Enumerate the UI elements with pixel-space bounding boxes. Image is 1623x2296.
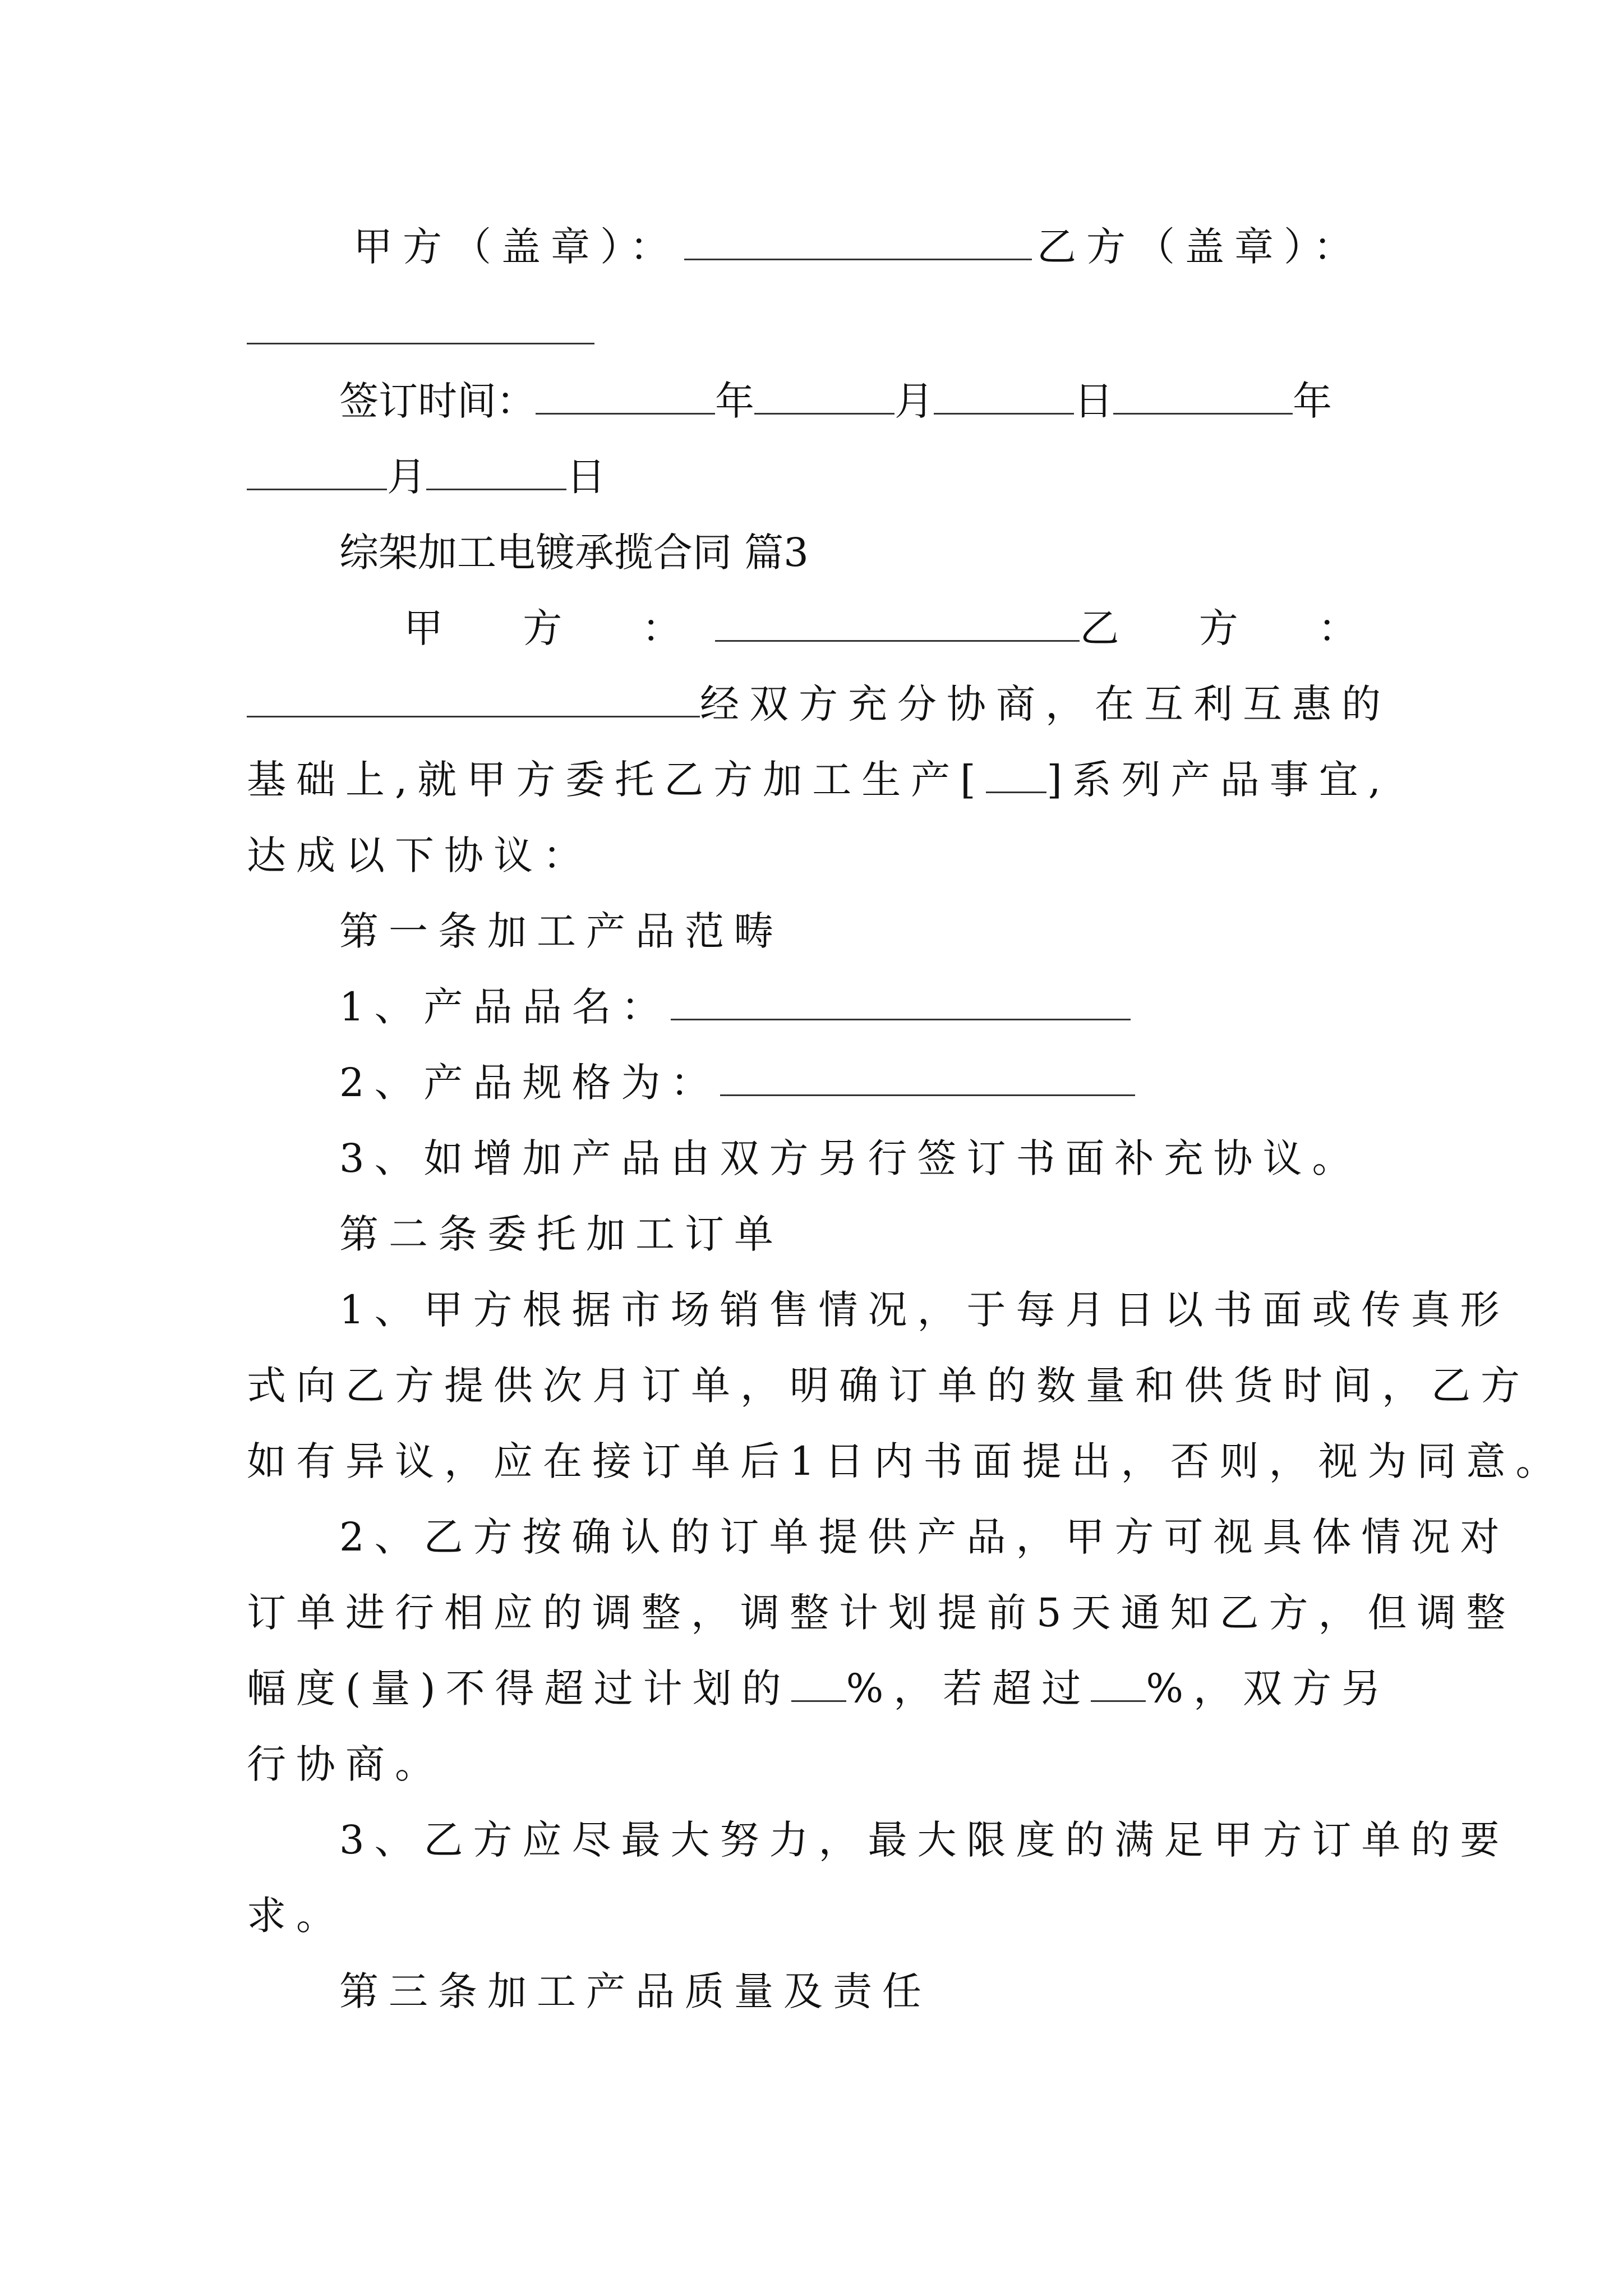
date-year-blank-2 bbox=[1113, 378, 1293, 415]
article-2-p3-line-2: 求。 bbox=[247, 1893, 345, 1939]
date-year-blank bbox=[536, 378, 715, 415]
article-2-title: 第二条委托加工订单 bbox=[339, 1211, 783, 1257]
date-month-blank-2 bbox=[247, 454, 387, 490]
article-2-p1-line-1: 1、甲方根据市场销售情况，于每月日以书面或传真形 bbox=[339, 1287, 1510, 1333]
date-month-2: 月 bbox=[387, 454, 426, 500]
intro-line-3: 达成以下协议： bbox=[247, 832, 592, 878]
product-series-blank bbox=[986, 757, 1047, 793]
party-a-blank bbox=[715, 605, 1080, 642]
party-a-label: 甲 方 ： bbox=[404, 605, 715, 651]
party-a-seal-label: 甲方（盖章）： bbox=[353, 224, 679, 270]
party-b-blank bbox=[247, 681, 700, 717]
article-2-p2-line-1: 2、乙方按确认的订单提供产品，甲方可视具体情况对 bbox=[339, 1514, 1510, 1560]
article-1-title: 第一条加工产品范畴 bbox=[339, 908, 783, 954]
product-spec-label: 2、产品规格为： bbox=[339, 1060, 720, 1106]
product-name-blank bbox=[671, 984, 1131, 1020]
article-2-p3-line-1: 3、乙方应尽最大努力，最大限度的满足甲方订单的要 bbox=[339, 1817, 1510, 1863]
party-b-label: 乙 方 ： bbox=[1080, 605, 1391, 651]
party-b-seal-label: 乙方（盖章）： bbox=[1037, 224, 1363, 270]
party-a-seal-blank bbox=[684, 224, 1032, 260]
article-1-item-3: 3、如增加产品由双方另行签订书面补充协议。 bbox=[339, 1135, 1362, 1181]
product-name-label: 1、产品品名： bbox=[339, 984, 671, 1030]
date-label: 签订时间： bbox=[339, 378, 536, 424]
intro-text-2b: ]系列产品事宜, bbox=[1046, 757, 1391, 803]
date-day-blank-2 bbox=[426, 454, 566, 490]
exceed-text: %，若超过 bbox=[846, 1665, 1091, 1711]
article-2-p1-line-3: 如有异议，应在接订单后1日内书面提出，否则，视为同意。 bbox=[247, 1438, 1565, 1484]
intro-text-2a: 基础上,就甲方委托乙方加工生产[ bbox=[247, 757, 986, 803]
article-1-item-1 bbox=[339, 979, 1394, 1035]
article-2-p2-line-2: 订单进行相应的调整，调整计划提前5天通知乙方，但调整 bbox=[247, 1590, 1516, 1636]
negotiate-text: %，双方另 bbox=[1146, 1665, 1391, 1711]
adjust-limit-blank bbox=[791, 1665, 846, 1702]
date-year-2: 年 bbox=[1293, 378, 1332, 424]
intro-text-1: 经双方充分协商，在互利互惠的 bbox=[700, 681, 1391, 727]
article-2-p1-line-2: 式向乙方提供次月订单，明确订单的数量和供货时间，乙方 bbox=[247, 1363, 1530, 1409]
product-spec-blank bbox=[720, 1060, 1135, 1096]
article-2-p2-line-3 bbox=[247, 1660, 1391, 1717]
party-b-seal-blank bbox=[247, 308, 594, 344]
date-month: 月 bbox=[895, 378, 934, 424]
article-2-p2-line-4: 行协商。 bbox=[247, 1741, 444, 1787]
parties-line bbox=[404, 600, 1391, 656]
date-day: 日 bbox=[1074, 378, 1113, 424]
intro-line-2 bbox=[247, 752, 1391, 808]
article-3-title: 第三条加工产品质量及责任 bbox=[339, 1968, 932, 2014]
date-day-blank bbox=[934, 378, 1074, 415]
exceed-blank bbox=[1091, 1665, 1146, 1702]
date-month-blank bbox=[754, 378, 895, 415]
date-line bbox=[339, 373, 1394, 429]
intro-line-1 bbox=[247, 676, 1391, 732]
party-b-seal-line bbox=[247, 303, 1391, 359]
date-year: 年 bbox=[715, 378, 754, 424]
article-1-item-2 bbox=[339, 1055, 1394, 1111]
date-day-2: 日 bbox=[566, 454, 606, 500]
section-title: 综架加工电镀承揽合同 篇3 bbox=[339, 530, 809, 576]
adjust-limit-text: 幅度(量)不得超过计划的 bbox=[247, 1665, 791, 1711]
date-line-cont bbox=[247, 449, 1391, 505]
signature-line bbox=[353, 219, 1363, 275]
